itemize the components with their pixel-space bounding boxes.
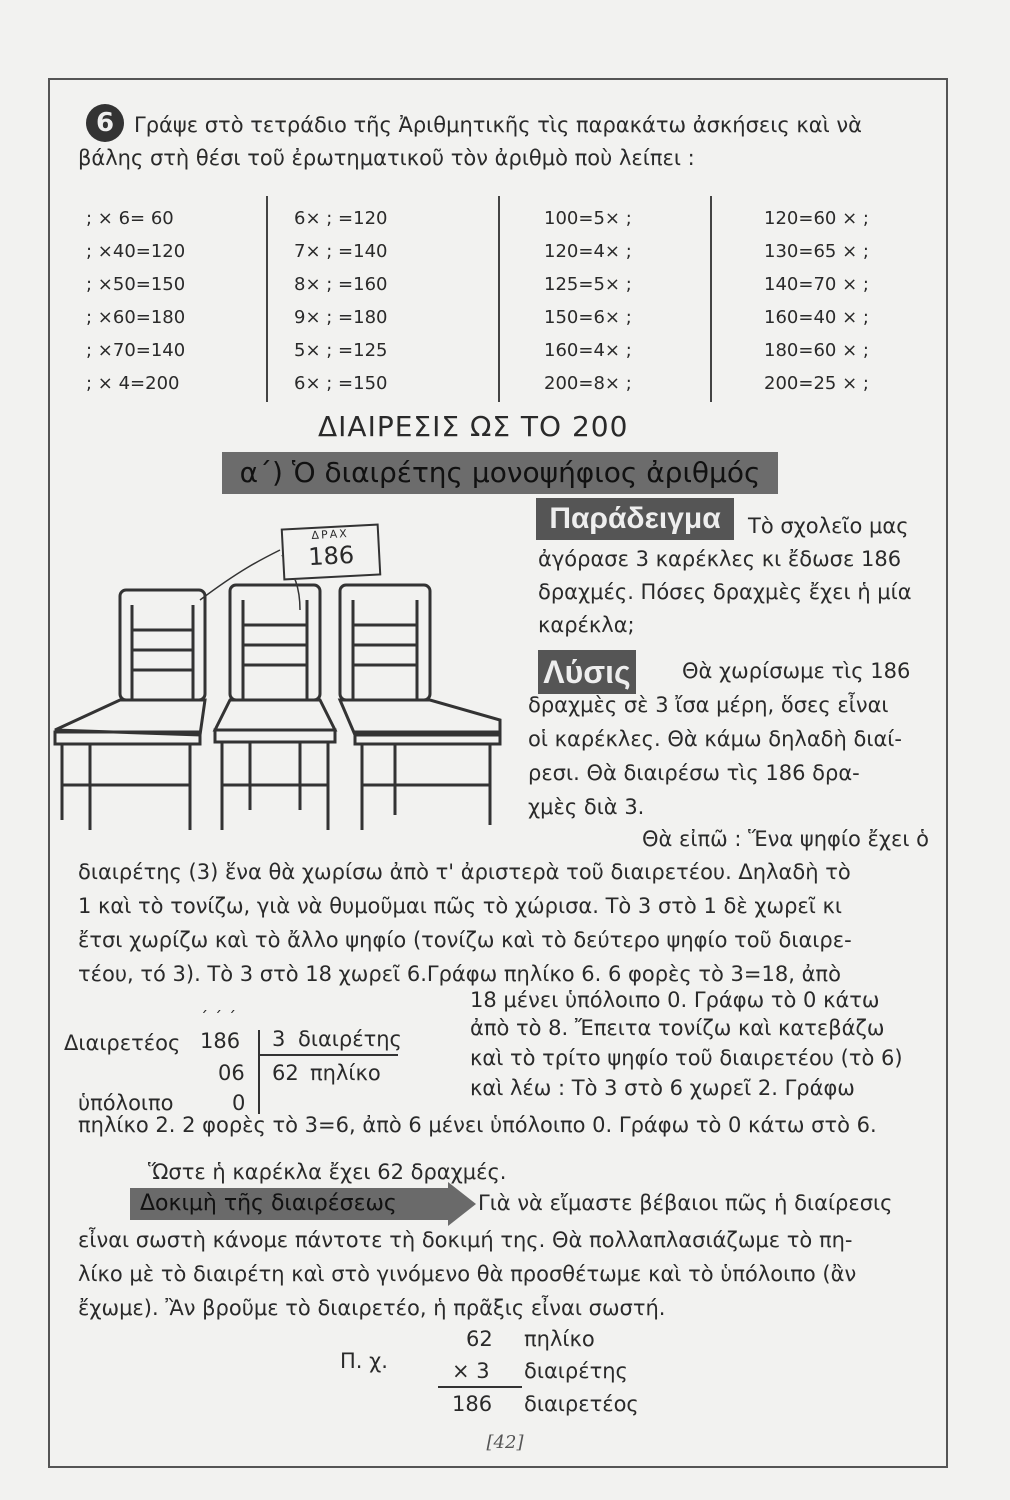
example-line: Τὸ σχολεῖο μας xyxy=(748,514,909,538)
check-line: λίκο μὲ τὸ διαιρέτη καὶ στὸ γινόμενο θὰ προσθέτωμε καὶ τὸ ὑπόλοιπο (ἂν xyxy=(78,1262,857,1286)
price-tag-currency: ΔΡΑΧ xyxy=(311,527,350,542)
solution-full-line: ἔτσι χωρίζω καὶ τὸ ἄλλο ψηφίο (τονίζω καὶ τὸ δεύτερο ψηφίο τοῦ διαιρε- xyxy=(78,928,852,952)
partial-remainder: 06 xyxy=(218,1061,245,1085)
divisor: 3 xyxy=(272,1027,286,1051)
check-divisor-label: διαιρέτης xyxy=(524,1359,628,1383)
check-arrow-icon xyxy=(448,1182,476,1226)
divisor-label: διαιρέτης xyxy=(298,1027,402,1051)
exercise-item: 5× ; =125 xyxy=(294,340,388,361)
solution-full-line: διαιρέτης (3) ἕνα θὰ χωρίσω ἀπὸ τ' ἀριστερὰ τοῦ διαιρετέου. Δηλαδὴ τὸ xyxy=(78,860,851,884)
check-quotient-label: πηλίκο xyxy=(524,1327,595,1351)
exercise-item: 6× ; =120 xyxy=(294,208,388,229)
check-quotient: 62 xyxy=(466,1327,493,1351)
chairs-illustration xyxy=(50,510,510,840)
price-tag-value: 186 xyxy=(307,540,355,572)
exercise-item: 8× ; =160 xyxy=(294,274,388,295)
check-result: 186 xyxy=(452,1392,493,1416)
exercise-item: ; × 6= 60 xyxy=(86,208,174,229)
exercise-item: 180=60 × ; xyxy=(764,340,869,361)
exercise-column-2 xyxy=(294,202,504,400)
exercise-item: 160=40 × ; xyxy=(764,307,869,328)
exercise-item: 6× ; =150 xyxy=(294,373,388,394)
division-vertical-rule xyxy=(258,1030,260,1114)
exercise-item: ; ×60=180 xyxy=(86,307,186,328)
solution-full-line: 1 καὶ τὸ τονίζω, γιὰ νὰ θυμοῦμαι πῶς τὸ χώρισα. Τὸ 3 στὸ 1 δὲ χωρεῖ κι xyxy=(78,894,843,918)
exercise-number-badge: 6 xyxy=(86,104,124,142)
section-subtitle-banner: α΄) Ὁ διαιρέτης μονοψήφιος ἀριθμός xyxy=(222,452,778,494)
digit-accent-marks: ΄΄΄ xyxy=(200,1008,242,1027)
division-horizontal-rule xyxy=(258,1054,398,1056)
solution-right-line: καὶ τὸ τρίτο ψηφίο τοῦ διαιρετέου (τὸ 6) xyxy=(470,1046,903,1070)
exercise-column-1 xyxy=(86,202,296,400)
exercise-item: 100=5× ; xyxy=(544,208,632,229)
exercise-column-3 xyxy=(544,202,754,400)
solution-conclusion: Ὥστε ἡ καρέκλα ἔχει 62 δραχμές. xyxy=(148,1160,507,1184)
section-title: ΔΙΑΙΡΕΣΙΣ ΩΣ ΤΟ 200 xyxy=(318,410,629,443)
solution-right-line: 18 μένει ὑπόλοιπο 0. Γράφω τὸ 0 κάτω xyxy=(470,988,880,1012)
price-tag xyxy=(281,523,382,580)
solution-line: οἱ καρέκλες. Θὰ κάμω δηλαδὴ διαί- xyxy=(528,727,902,751)
quotient-label: πηλίκο xyxy=(310,1061,381,1085)
solution-right-line: καὶ λέω : Τὸ 3 στὸ 6 χωρεῖ 2. Γράφω xyxy=(470,1076,855,1100)
check-dividend-label: διαιρετέος xyxy=(524,1392,639,1416)
check-example-label: Π. χ. xyxy=(340,1349,388,1373)
exercise-item: 9× ; =180 xyxy=(294,307,388,328)
solution-label: Λύσις xyxy=(538,650,636,694)
solution-line: Θὰ εἰπῶ : Ἕνα ψηφίο ἔχει ὁ xyxy=(642,827,929,851)
page-number: [42] xyxy=(486,1432,524,1453)
example-label: Παράδειγμα xyxy=(536,498,734,540)
quotient: 62 xyxy=(272,1061,299,1085)
exercise-item: 140=70 × ; xyxy=(764,274,869,295)
example-line: ἀγόρασε 3 καρέκλες κι ἔδωσε 186 xyxy=(538,547,902,571)
dividend-label: Διαιρετέος xyxy=(64,1031,181,1055)
exercise-item: 120=4× ; xyxy=(544,241,632,262)
solution-after-line: πηλίκο 2. 2 φορὲς τὸ 3=6, ἀπὸ 6 μένει ὑπόλοιπο 0. Γράφω τὸ 0 κάτω στὸ 6. xyxy=(78,1113,877,1137)
exercise-item: 125=5× ; xyxy=(544,274,632,295)
solution-line: Θὰ χωρίσωμε τὶς 186 xyxy=(682,659,911,683)
example-line: καρέκλα; xyxy=(538,613,635,637)
check-sum-rule xyxy=(438,1386,522,1388)
check-label-banner: Δοκιμὴ τῆς διαιρέσεως xyxy=(130,1188,448,1220)
example-line: δραχμές. Πόσες δραχμὲς ἔχει ἡ μία xyxy=(538,580,912,604)
check-line: ἔχωμε). Ἂν βροῦμε τὸ διαιρετέο, ἡ πρᾶξις εἶναι σωστή. xyxy=(78,1296,666,1320)
solution-right-line: ἀπὸ τὸ 8. Ἔπειτα τονίζω καὶ κατεβάζω xyxy=(470,1016,885,1040)
dividend: 186 xyxy=(200,1029,241,1053)
exercise-item: 200=25 × ; xyxy=(764,373,869,394)
solution-line: ρεσι. Θὰ διαιρέσω τὶς 186 δρα- xyxy=(528,761,860,785)
solution-line: δραχμὲς σὲ 3 ἴσα μέρη, ὅσες εἶναι xyxy=(528,693,889,717)
check-multiplier: × 3 xyxy=(452,1359,490,1383)
exercise-instruction-line-2: βάλης στὴ θέσι τοῦ ἐρωτηματικοῦ τὸν ἀριθμὸ ποὺ λείπει : xyxy=(78,146,695,170)
solution-line: χμὲς διὰ 3. xyxy=(528,795,645,819)
exercise-item: 160=4× ; xyxy=(544,340,632,361)
exercise-item: ; ×50=150 xyxy=(86,274,186,295)
check-line: εἶναι σωστὴ κάνομε πάντοτε τὴ δοκιμή της. Θὰ πολλαπλασιάζωμε τὸ πη- xyxy=(78,1228,853,1252)
exercise-instruction-line-1: Γράψε στὸ τετράδιο τῆς Ἀριθμητικῆς τὶς παρακάτω ἀσκήσεις καὶ νὰ xyxy=(134,113,862,137)
remainder-label: ὑπόλοιπο xyxy=(78,1091,174,1115)
solution-full-line: τέου, τό 3). Τὸ 3 στὸ 18 χωρεῖ 6.Γράφω πηλίκο 6. 6 φορὲς τὸ 3=18, ἀπὸ xyxy=(78,962,841,986)
check-first-line: Γιὰ νὰ εἴμαστε βέβαιοι πῶς ἡ διαίρεσις xyxy=(478,1191,893,1215)
exercise-item: ; × 4=200 xyxy=(86,373,180,394)
exercise-item: ; ×70=140 xyxy=(86,340,186,361)
remainder: 0 xyxy=(232,1091,246,1115)
exercise-column-4 xyxy=(764,202,974,400)
exercise-item: 200=8× ; xyxy=(544,373,632,394)
exercise-item: 120=60 × ; xyxy=(764,208,869,229)
exercise-item: ; ×40=120 xyxy=(86,241,186,262)
exercise-item: 130=65 × ; xyxy=(764,241,869,262)
exercise-item: 7× ; =140 xyxy=(294,241,388,262)
exercise-item: 150=6× ; xyxy=(544,307,632,328)
